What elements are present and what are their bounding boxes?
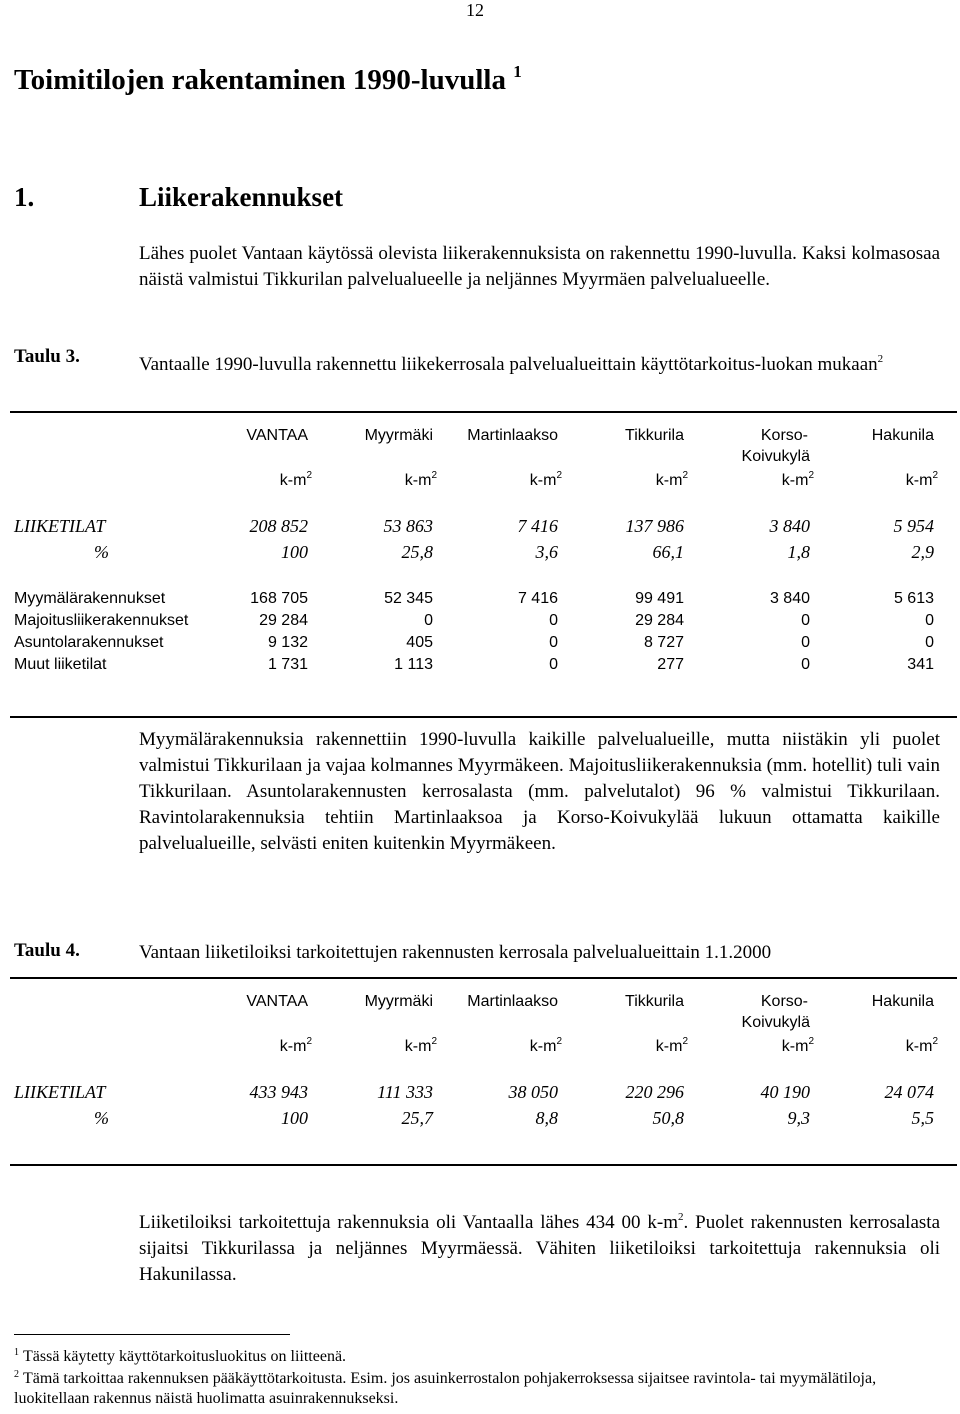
table3-total-value: 208 852 [249, 516, 308, 536]
footnote-1-text: Tässä käytetty käyttötarkoitusluokitus on liitteenä. [23, 1348, 347, 1365]
table4-top-rule [10, 977, 957, 979]
table4-unit [656, 1036, 688, 1056]
table4-unit [280, 1036, 312, 1056]
table3-row-value: 0 [801, 656, 810, 673]
table4-label: Taulu 4. [14, 940, 80, 961]
page-title [14, 62, 522, 97]
page-title-text: Toimitilojen rakentaminen 1990-luvulla [14, 64, 506, 96]
table3-unit-text: k-m [404, 472, 432, 489]
table4-col-header: VANTAA [246, 993, 308, 1010]
table4-pct-value: 5,5 [911, 1108, 934, 1128]
table3-row-label: Myymälärakennukset [14, 590, 166, 607]
table3-total-value: 5 954 [893, 516, 934, 536]
table4-col-header: Korso- [760, 993, 808, 1010]
table3-row-value: 0 [549, 634, 558, 651]
table4-total-value: 220 296 [625, 1082, 684, 1102]
table4-unit-sup: 2 [932, 1036, 938, 1047]
table4-bottom-rule [10, 1164, 957, 1166]
table3-row-value: 0 [925, 612, 934, 629]
table4-unit-text: k-m [905, 1038, 933, 1055]
table4-col-header: Hakunila [871, 993, 934, 1010]
table3-unit-text: k-m [279, 472, 307, 489]
table3-unit-text: k-m [529, 472, 557, 489]
table4-total-value: 433 943 [249, 1082, 308, 1102]
table3-unit-text: k-m [781, 472, 809, 489]
table3-row-label: Muut liiketilat [14, 656, 107, 673]
table3-row-value: 29 284 [635, 612, 684, 629]
table3-unit-sup: 2 [682, 470, 688, 481]
table3-unit-sup: 2 [431, 470, 437, 481]
table3-row-value: 5 613 [893, 590, 934, 607]
table3-unit [782, 470, 814, 490]
table3-total-label: LIIKETILAT [14, 516, 106, 536]
table3-col-header: VANTAA [246, 427, 308, 444]
table4-unit [530, 1036, 562, 1056]
table3-caption-footnote-mark: 2 [877, 353, 884, 365]
table3-row-value: 168 705 [250, 590, 308, 607]
section-number: 1. [14, 182, 35, 212]
table3-row-value: 1 113 [394, 656, 433, 673]
table4-unit-text: k-m [529, 1038, 557, 1055]
table3-row-value: 99 491 [635, 590, 684, 607]
table3-unit [530, 470, 562, 490]
table3-row-value: 0 [801, 634, 810, 651]
paragraph-3-sup: 2 [678, 1211, 684, 1223]
table4-unit [782, 1036, 814, 1056]
table3-row-value: 0 [424, 612, 433, 629]
table3-caption-text: Vantaalle 1990-luvulla rakennettu liikekerrosala palvelualueittain käyttötarkoitus-luokan mukaan [139, 354, 878, 375]
table4-pct-value: 50,8 [652, 1108, 684, 1128]
paragraph-3-part-b: . Puolet rakennusten kerrosalasta sijaitsi Tikkurilassa ja neljännes Myyrmäessä. Vähiten liiketiloiksi tarkoitettuja rakennuksia oli Hakunilassa. [139, 1212, 940, 1285]
table3-unit [405, 470, 437, 490]
table4-total-value: 38 050 [508, 1082, 558, 1102]
table3-pct-value: 25,8 [401, 542, 433, 562]
paragraph-3-part-a: Liiketiloiksi tarkoitettuja rakennuksia oli Vantaalla lähes 434 00 k-m [139, 1212, 679, 1233]
table3-unit [906, 470, 938, 490]
paragraph-3 [139, 1204, 940, 1288]
table4-total-value: 24 074 [884, 1082, 934, 1102]
table4-unit-sup: 2 [556, 1036, 562, 1047]
table3-row-value: 0 [549, 656, 558, 673]
table4-caption: Vantaan liiketiloiksi tarkoitettujen rakennusten kerrosala palvelualueittain 1.1.2000 [139, 942, 772, 963]
table4-total-value: 111 333 [377, 1082, 433, 1102]
table3-pct-label: % [94, 542, 109, 562]
title-footnote-mark: 1 [513, 62, 522, 81]
table4-unit-text: k-m [655, 1038, 683, 1055]
table4-pct-value: 8,8 [535, 1108, 558, 1128]
table3-col-header-line2: Koivukylä [741, 448, 810, 465]
table3-unit-sup: 2 [556, 470, 562, 481]
table3-col-header: Tikkurila [625, 427, 684, 444]
table3-unit-text: k-m [655, 472, 683, 489]
table3-row-value: 8 727 [643, 634, 684, 651]
table3-total-value: 7 416 [517, 516, 558, 536]
table3-row-value: 52 345 [384, 590, 433, 607]
footnote-2-text: Tämä tarkoittaa rakennuksen pääkäyttötarkoitusta. Esim. jos asuinkerrostalon pohjakerroksessa sijaitsee ravintola- tai myymälätiloja, luokitellaan rakennus näistä huolimatta asuinrakennukseksi. [14, 1370, 877, 1407]
table3-unit-text: k-m [905, 472, 933, 489]
table4-unit-text: k-m [279, 1038, 307, 1055]
table3-unit [656, 470, 688, 490]
table3-col-header: Korso- [760, 427, 808, 444]
table3-row-value: 0 [549, 612, 558, 629]
footnote-separator [14, 1334, 290, 1335]
table3-total-value: 137 986 [625, 516, 684, 536]
footnote-2-mark: 2 [14, 1369, 19, 1380]
footnote-1-mark: 1 [14, 1347, 19, 1358]
page-number: 12 [466, 0, 484, 20]
table3-total-value: 53 863 [383, 516, 433, 536]
table4-unit-text: k-m [404, 1038, 432, 1055]
table4-pct-label: % [94, 1108, 109, 1128]
table3-caption [139, 346, 940, 378]
table3-row-label: Asuntolarakennukset [14, 634, 164, 651]
table3-row-value: 277 [657, 656, 684, 673]
table4-col-header-line2: Koivukylä [741, 1014, 810, 1031]
table4-unit-sup: 2 [808, 1036, 814, 1047]
table3-unit-sup: 2 [932, 470, 938, 481]
table3-row-value: 405 [406, 634, 433, 651]
table3-row-value: 7 416 [517, 590, 558, 607]
table4-pct-value: 9,3 [787, 1108, 810, 1128]
table3-unit-sup: 2 [306, 470, 312, 481]
table3-col-header: Hakunila [871, 427, 934, 444]
table3-label: Taulu 3. [14, 346, 80, 367]
table4-col-header: Tikkurila [625, 993, 684, 1010]
footnote-2 [14, 1365, 944, 1409]
paragraph-2: Myymälärakennuksia rakennettiin 1990-luvulla kaikille palvelualueille, mutta niistäkin yli puolet valmistui Tikkurilaan ja vajaa kolmannes Myyrmäkeen. Majoitusliikerakennuksia (mm. hotellit) tuli vain Tikkurilaan. Asuntolarakennusten kerrosalasta (mm. palvelutalot) 96 % valmistui Tikkurilaan. Ravintolarakennuksia tehtiin Martinlaaksoa ja Korso-Koivukylää lukuun ottamatta kaikille palvelualueille, selvästi eniten kuitenkin Myyrmäkeen. [139, 729, 940, 854]
table4-unit-sup: 2 [431, 1036, 437, 1047]
table4-pct-value: 100 [281, 1108, 308, 1128]
table3-unit-sup: 2 [808, 470, 814, 481]
table3-row-label: Majoitusliikerakennukset [14, 612, 189, 629]
section-title: Liikerakennukset [139, 182, 344, 212]
footnote-1 [14, 1343, 944, 1367]
table3-pct-value: 100 [281, 542, 308, 562]
table3-col-header: Myyrmäki [364, 427, 433, 444]
table4-total-value: 40 190 [760, 1082, 810, 1102]
table3-row-value: 1 731 [267, 656, 308, 673]
table4-col-header: Martinlaakso [467, 993, 558, 1010]
table3-row-value: 3 840 [769, 590, 810, 607]
table3-col-header: Martinlaakso [467, 427, 558, 444]
table3-pct-value: 1,8 [787, 542, 810, 562]
table3-row-value: 9 132 [267, 634, 308, 651]
table4-unit [405, 1036, 437, 1056]
table3-row-value: 0 [925, 634, 934, 651]
table3-unit [280, 470, 312, 490]
table4-total-label: LIIKETILAT [14, 1082, 106, 1102]
table3-row-value: 0 [801, 612, 810, 629]
table3-pct-value: 2,9 [911, 542, 934, 562]
section-heading [14, 182, 343, 213]
table4-pct-value: 25,7 [401, 1108, 433, 1128]
table3-pct-value: 66,1 [652, 542, 684, 562]
table4-unit [906, 1036, 938, 1056]
table3-top-rule [10, 411, 957, 413]
table4-unit-sup: 2 [682, 1036, 688, 1047]
table4-unit-text: k-m [781, 1038, 809, 1055]
table3-row-value: 29 284 [259, 612, 308, 629]
table3-row-value: 341 [907, 656, 934, 673]
table3-bottom-rule [10, 716, 957, 718]
intro-paragraph: Lähes puolet Vantaan käytössä olevista liikerakennuksista on rakennettu 1990-luvulla. Kaksi kolmasosaa näistä valmistui Tikkurilan palvelualueelle ja neljännes Myyrmäen palvelualueelle. [139, 243, 940, 290]
table4-col-header: Myyrmäki [364, 993, 433, 1010]
table3-total-value: 3 840 [769, 516, 810, 536]
table3-pct-value: 3,6 [535, 542, 558, 562]
table4-unit-sup: 2 [306, 1036, 312, 1047]
